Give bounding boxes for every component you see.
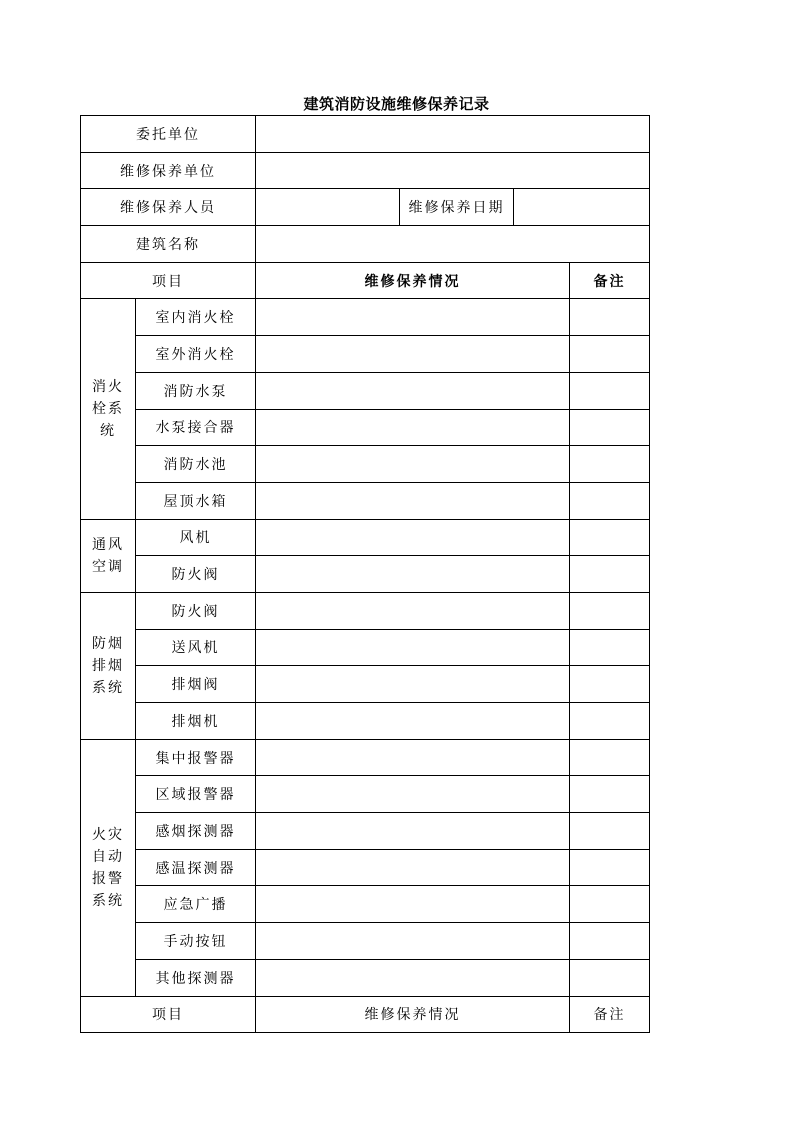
status-cell[interactable] (256, 923, 570, 960)
footer-status: 维修保养情况 (256, 996, 570, 1033)
note-cell[interactable] (570, 959, 650, 996)
status-cell[interactable] (256, 886, 570, 923)
item-label: 排烟阀 (136, 666, 256, 703)
building-name-label: 建筑名称 (81, 226, 256, 263)
system-group-label (81, 739, 136, 996)
table-row (81, 519, 650, 556)
footer-note: 备注 (570, 996, 650, 1033)
table-row (81, 776, 650, 813)
column-header-note: 备注 (570, 262, 650, 299)
item-label: 水泵接合器 (136, 409, 256, 446)
note-cell[interactable] (570, 299, 650, 336)
table-row (81, 666, 650, 703)
system-group-line: 统 (100, 423, 116, 439)
client-unit-value[interactable] (256, 116, 650, 153)
footer-row (81, 996, 650, 1033)
personnel-row (81, 189, 650, 226)
status-cell[interactable] (256, 556, 570, 593)
note-cell[interactable] (570, 776, 650, 813)
table-row (81, 886, 650, 923)
system-group-line: 空调 (92, 558, 124, 575)
note-cell[interactable] (570, 813, 650, 850)
item-label: 送风机 (136, 629, 256, 666)
item-label: 防火阀 (136, 556, 256, 593)
item-label: 消防水泵 (136, 372, 256, 409)
table-row (81, 482, 650, 519)
item-label: 区域报警器 (136, 776, 256, 813)
column-header-status: 维修保养情况 (256, 262, 570, 299)
column-header-row (81, 262, 650, 299)
note-cell[interactable] (570, 849, 650, 886)
item-label: 感烟探测器 (136, 813, 256, 850)
table-row (81, 299, 650, 336)
status-cell[interactable] (256, 849, 570, 886)
status-cell[interactable] (256, 959, 570, 996)
system-group-line: 火灾 (92, 826, 124, 843)
item-label: 防火阀 (136, 592, 256, 629)
note-cell[interactable] (570, 556, 650, 593)
date-value[interactable] (514, 189, 650, 226)
personnel-value[interactable] (256, 189, 400, 226)
item-label: 感温探测器 (136, 849, 256, 886)
status-cell[interactable] (256, 776, 570, 813)
maintenance-unit-label: 维修保养单位 (81, 152, 256, 189)
maintenance-unit-value[interactable] (256, 152, 650, 189)
status-cell[interactable] (256, 336, 570, 373)
note-cell[interactable] (570, 482, 650, 519)
item-label: 屋顶水箱 (136, 482, 256, 519)
note-cell[interactable] (570, 703, 650, 740)
note-cell[interactable] (570, 739, 650, 776)
table-row (81, 372, 650, 409)
date-label: 维修保养日期 (400, 189, 514, 226)
table-row (81, 409, 650, 446)
note-cell[interactable] (570, 629, 650, 666)
item-label: 排烟机 (136, 703, 256, 740)
item-label: 手动按钮 (136, 923, 256, 960)
table-row (81, 813, 650, 850)
system-group-line: 报警 (92, 870, 124, 887)
status-cell[interactable] (256, 482, 570, 519)
column-header-item: 项目 (81, 262, 256, 299)
table-row (81, 629, 650, 666)
status-cell[interactable] (256, 666, 570, 703)
system-group-line: 排烟 (92, 657, 124, 674)
status-cell[interactable] (256, 519, 570, 556)
building-name-value[interactable] (256, 226, 650, 263)
client-unit-label: 委托单位 (81, 116, 256, 153)
note-cell[interactable] (570, 519, 650, 556)
system-group-line: 通风 (92, 536, 124, 553)
status-cell[interactable] (256, 592, 570, 629)
system-group-line: 系统 (92, 679, 124, 696)
table-row (81, 336, 650, 373)
system-group-line: 自动 (92, 848, 124, 865)
note-cell[interactable] (570, 336, 650, 373)
note-cell[interactable] (570, 409, 650, 446)
system-group-line: 栓系 (92, 401, 124, 417)
status-cell[interactable] (256, 703, 570, 740)
item-label: 其他探测器 (136, 959, 256, 996)
table-row (81, 849, 650, 886)
maintenance-record-table (80, 115, 650, 1033)
note-cell[interactable] (570, 592, 650, 629)
item-label: 集中报警器 (136, 739, 256, 776)
status-cell[interactable] (256, 739, 570, 776)
note-cell[interactable] (570, 923, 650, 960)
status-cell[interactable] (256, 372, 570, 409)
system-group-line: 消火 (92, 379, 124, 395)
table-row (81, 703, 650, 740)
footer-item: 项目 (81, 996, 256, 1033)
client-unit-row (81, 116, 650, 153)
status-cell[interactable] (256, 813, 570, 850)
status-cell[interactable] (256, 299, 570, 336)
maintenance-unit-row (81, 152, 650, 189)
page-title: 建筑消防设施维修保养记录 (303, 95, 490, 113)
building-name-row (81, 226, 650, 263)
table-row (81, 592, 650, 629)
system-group-label (81, 519, 136, 592)
item-label: 室内消火栓 (136, 299, 256, 336)
personnel-label: 维修保养人员 (81, 189, 256, 226)
item-label: 室外消火栓 (136, 336, 256, 373)
note-cell[interactable] (570, 446, 650, 483)
system-group-label (81, 592, 136, 739)
table-row (81, 739, 650, 776)
item-label: 风机 (136, 519, 256, 556)
item-label: 消防水池 (136, 446, 256, 483)
system-group-line: 系统 (92, 892, 124, 909)
system-group-line: 防烟 (92, 635, 124, 652)
status-cell[interactable] (256, 409, 570, 446)
table-row (81, 923, 650, 960)
status-cell[interactable] (256, 629, 570, 666)
note-cell[interactable] (570, 372, 650, 409)
status-cell[interactable] (256, 446, 570, 483)
system-group-label (81, 299, 136, 519)
table-row (81, 556, 650, 593)
item-label: 应急广播 (136, 886, 256, 923)
table-row (81, 959, 650, 996)
table-row (81, 446, 650, 483)
note-cell[interactable] (570, 886, 650, 923)
note-cell[interactable] (570, 666, 650, 703)
